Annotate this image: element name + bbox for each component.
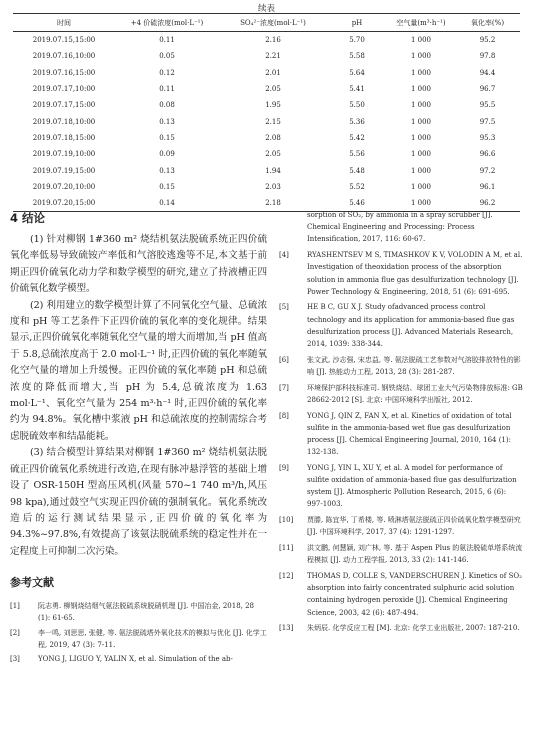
reference-text: YONG J, QIN Z, FAN X, et al. Kinetics of oxidation of total sulfite in the ammonia-based wet flue gas desulfurization process [J]. Chemical Engineering Journal, 2010, 164 (1): 132-138. [307,411,512,457]
table-cell: 2019.07.18,15:00 [32,133,96,142]
table-cell: 1.95 [265,101,281,110]
table-cell: 96.7 [479,85,496,94]
reference-item [10,653,267,665]
table-cell: 1 000 [410,85,432,94]
table-cell: 1 000 [410,182,432,191]
table-cell: 2.08 [265,133,281,142]
reference-number: [4] [279,251,289,260]
reference-number: [9] [279,463,289,472]
table-cell: 95.5 [479,101,496,110]
reference-text: 环境保护部科技标准司. 钢铁烧结、球团工业大气污染物排放标准: GB 28662-2012 [S]. 北京: 中国环境科学出版社, 2012. [307,383,523,404]
table-cell: 0.15 [159,182,175,191]
reference-number: [8] [279,411,289,420]
reference-text: RYASHENTSEV M S, TIMASHKOV K V, VOLODIN A M, et al. Investigation of theoxidation process of the absorption solution in ammonia flue gas desulfurization technology [J]. Power Technology & Engineering, 2018, 51 (6): 691-695. [307,251,523,296]
table-cell: 2019.07.18,10:00 [32,117,96,126]
table-cell: 1.94 [265,166,281,175]
left-column [10,210,267,667]
table-row [13,97,520,113]
reference-item [10,600,267,624]
table-cell: 96.2 [455,195,520,212]
table-cell: 2.16 [265,36,281,45]
table-cell: 1 000 [410,117,432,126]
reference-number: [10] [279,516,294,525]
reference-number: [5] [279,303,289,312]
table-cell: 0.05 [159,52,175,61]
table-row [13,32,520,49]
table-cell: 2019.07.20,15:00 [13,195,115,212]
reference-item [279,514,523,538]
reference-item [279,462,523,511]
reference-item [279,249,523,298]
reference-text: 李一鸣, 刘思思, 张健, 等. 氨法脱硫塔外氧化技术的模拟与优化 [J]. 化学工程, 2019, 47 (3): 7-11. [38,628,267,649]
table-cell: 2.01 [265,68,281,77]
table-cell: 95.3 [479,133,496,142]
table-cell: 1 000 [410,166,432,175]
references-list-left [10,600,267,665]
table-continued-label: 续表 [257,4,275,14]
reference-text: YONG J, YIN L, XU Y, et al. A model for performance of sulfite oxidation of ammonia-based flue gas desulfurization system [J]. Atmospheric Pollution Research, 2015, 6 (6): 997-1003. [307,463,517,509]
table-row [13,146,520,162]
reference-text: HE B C, GU X J. Study ofadvanced process control technology and its application for ammonia-based flue gas desulfurization process [J]. Advanced Materials Research, 2014, 1039: 338-344. [307,303,515,349]
table-cell: 2.18 [219,195,327,212]
table-header-cell: 氧化率(%) [455,14,520,32]
table-cell: 0.13 [159,166,175,175]
table-cell: 1 000 [410,101,432,110]
section-heading: 4 结论 [10,211,46,225]
reference-continuation: sorption of SO₂, by ammonia in a spray scrubber [J]. Chemical Engineering and Processing: Process Intensification, 2017, 116: 60-67. [307,211,493,244]
table-cell: 0.11 [159,36,175,45]
table-cell: 96.6 [479,150,496,159]
reference-number: [7] [279,383,289,392]
reference-number: [11] [279,544,294,553]
reference-text: 贾滕, 陈宜华, 丁希楼, 等. 喷淋塔氨法脱硫正四价硫氧化数学模型研究 [J]. 中国环境科学, 2017, 37 (4): 1291-1297. [307,516,521,537]
reference-number: [13] [279,624,294,633]
table-cell: 0.13 [159,117,175,126]
reference-item [279,570,523,619]
table-cell: 95.2 [479,36,496,45]
table-header-cell: 空气量(m³·h⁻¹) [387,14,455,32]
table-cell: 97.5 [479,117,496,126]
table-header-cell: pH [327,14,387,32]
table-cell: 2019.07.19,15:00 [32,166,96,175]
table-cell: 5.56 [349,150,365,159]
reference-item [279,622,523,634]
reference-item [279,382,523,406]
table-cell: 94.4 [479,68,496,77]
reference-item [279,542,523,566]
table-cell: 5.50 [349,101,365,110]
table-row [13,113,520,129]
table-cell: 2.05 [265,150,281,159]
data-table [13,13,520,212]
reference-text: 朱炳辰. 化学反应工程 [M]. 北京: 化学工业出版社, 2007: 187-210. [307,624,520,633]
table-cell: 0.08 [159,101,175,110]
conclusion-paragraph: (3) 结合模型计算结果对柳钢 1#360 m² 烧结机氨法脱硫正四价硫氧化系统进行改造,在现有脉冲悬浮管的基础上增设了 OSR-150H 型高压风机(风量 570~1 740 m³/h,风压 98 kpa),通过鼓空气实现正四价硫的强制氧化。氧化系统改造后的运行测试结果显示,正四价硫的氧化率为 94.3%~97.8%,有效提高了该氨法脱硫系统的稳定性并在一定程度上可抑制二次污染。 [10,447,267,557]
table-cell: 97.8 [479,52,496,61]
conclusion-paragraph: (2) 利用建立的数学模型计算了不同氧化空气量、总硫浓度和 pH 等工艺条件下正四价硫的氧化率的变化规律。结果显示,正四价硫氧化率随氧化空气量的增大而增加,当 pH 值高于 5.8,总硫浓度高于 2.0 mol·L⁻¹ 时,正四价硫的氧化率随氧化空气量的增加上升缓慢。正四价硫的氧化率随 pH 和总硫浓度的降低而增大,当 pH 为 5.4,总硫浓度为 1.63 mol·L⁻¹、氧化空气量为 254 m³·h⁻¹ 时,正四价硫的氧化率约为 94.8%。氧化槽中浆液 pH 和总硫浓度的控制需综合考虑脱硫效率和结晶能耗。 [10,299,267,442]
table-header-cell: SO₄²⁻浓度(mol·L⁻¹) [219,14,327,32]
table-cell: 0.11 [159,85,175,94]
table-header-row [13,14,520,32]
reference-item [279,410,523,459]
table-cell: 5.46 [327,195,387,212]
table-cell: 5.64 [349,68,365,77]
table-cell: 2.05 [265,85,281,94]
reference-text: 张文武, 沙志强, 宋忠益, 等. 氨法脱硫工艺参数对气溶胶排放特性的影响 [J]. 热能动力工程, 2013, 28 (3): 281-287. [307,355,521,376]
table-cell: 1 000 [410,52,432,61]
table-cell: 2019.07.16,15:00 [32,68,96,77]
table-cell: 5.41 [349,85,365,94]
table-cell: 96.1 [479,182,496,191]
table-cell: 2019.07.19,10:00 [32,150,96,159]
table-cell: 5.52 [349,182,365,191]
table-cell: 0.12 [159,68,175,77]
table-cell: 5.48 [349,166,365,175]
reference-number: [6] [279,355,289,364]
reference-number: [1] [10,602,20,611]
reference-number: [12] [279,571,294,580]
table-cell: 2019.07.17,15:00 [32,101,96,110]
references-list-right [279,249,523,634]
reference-item [279,354,523,378]
table-cell: 5.42 [349,133,365,142]
table-cell: 5.36 [349,117,365,126]
table-cell: 0.09 [159,150,175,159]
table-cell: 1 000 [410,36,432,45]
table-cell: 0.15 [159,133,175,142]
table-header-cell: 时间 [13,14,115,32]
reference-item [10,627,267,651]
references-heading: 参考文献 [10,576,54,590]
table-cell: 5.58 [349,52,365,61]
table-row [13,81,520,97]
table-row [13,162,520,178]
table-cell: 97.2 [479,166,496,175]
table-row [13,48,520,64]
table-cell: 1 000 [410,68,432,77]
reference-text: 洪文鹏, 何慧颖, 刘广林, 等. 基于 Aspen Plus 的氨法脱硫单塔系统流程模拟 [J]. 动力工程学报, 2013, 33 (2): 141-146. [307,544,523,565]
table-cell: 2019.07.15,15:00 [32,36,96,45]
table-row [13,130,520,146]
table-row [13,179,520,195]
reference-text: THOMAS D, COLLE S, VANDERSCHUREN J. Kinetics of SO₂ absorption into fairly concentrated sulphuric acid solution containing hydrogen peroxide [J]. Chemical Engineering Science, 2003, 42 (6): 487-494. [307,571,522,617]
right-column [279,209,523,638]
table-cell: 2.15 [265,117,281,126]
table-cell: 5.70 [349,36,365,45]
reference-number: [2] [10,628,20,637]
table-cell: 1 000 [410,133,432,142]
table-cell: 2019.07.20,10:00 [32,182,96,191]
table-header-cell: +4 价硫浓度(mol·L⁻¹) [115,14,219,32]
reference-text: 阮志勇. 柳钢烧结烟气氨法脱硫系统脱硝机理 [J]. 中国冶金, 2018, 28 (1): 61-65. [38,602,255,623]
reference-number: [3] [10,654,20,663]
table-cell: 0.14 [115,195,219,212]
reference-item [279,301,523,350]
reference-text: YONG J, LIGUO Y, YALIN X, et al. Simulation of the ab- [38,654,233,663]
table-cell: 1 000 [387,195,455,212]
table-cell: 2.03 [265,182,281,191]
table-row [13,65,520,81]
conclusion-paragraph: (1) 针对柳钢 1#360 m² 烧结机氨法脱硫系统正四价硫氧化率低易导致硫铵产率低和气溶胶逃逸等不足,本文基于前期正四价硫氧化动力学和数学模型的研究,建立了持液槽正四价硫氧化数学模型。 [10,234,267,295]
table-cell: 2019.07.16,10:00 [32,52,96,61]
table-cell: 2.21 [265,52,281,61]
table-cell: 2019.07.17,10:00 [32,85,96,94]
table-cell: 1 000 [410,150,432,159]
